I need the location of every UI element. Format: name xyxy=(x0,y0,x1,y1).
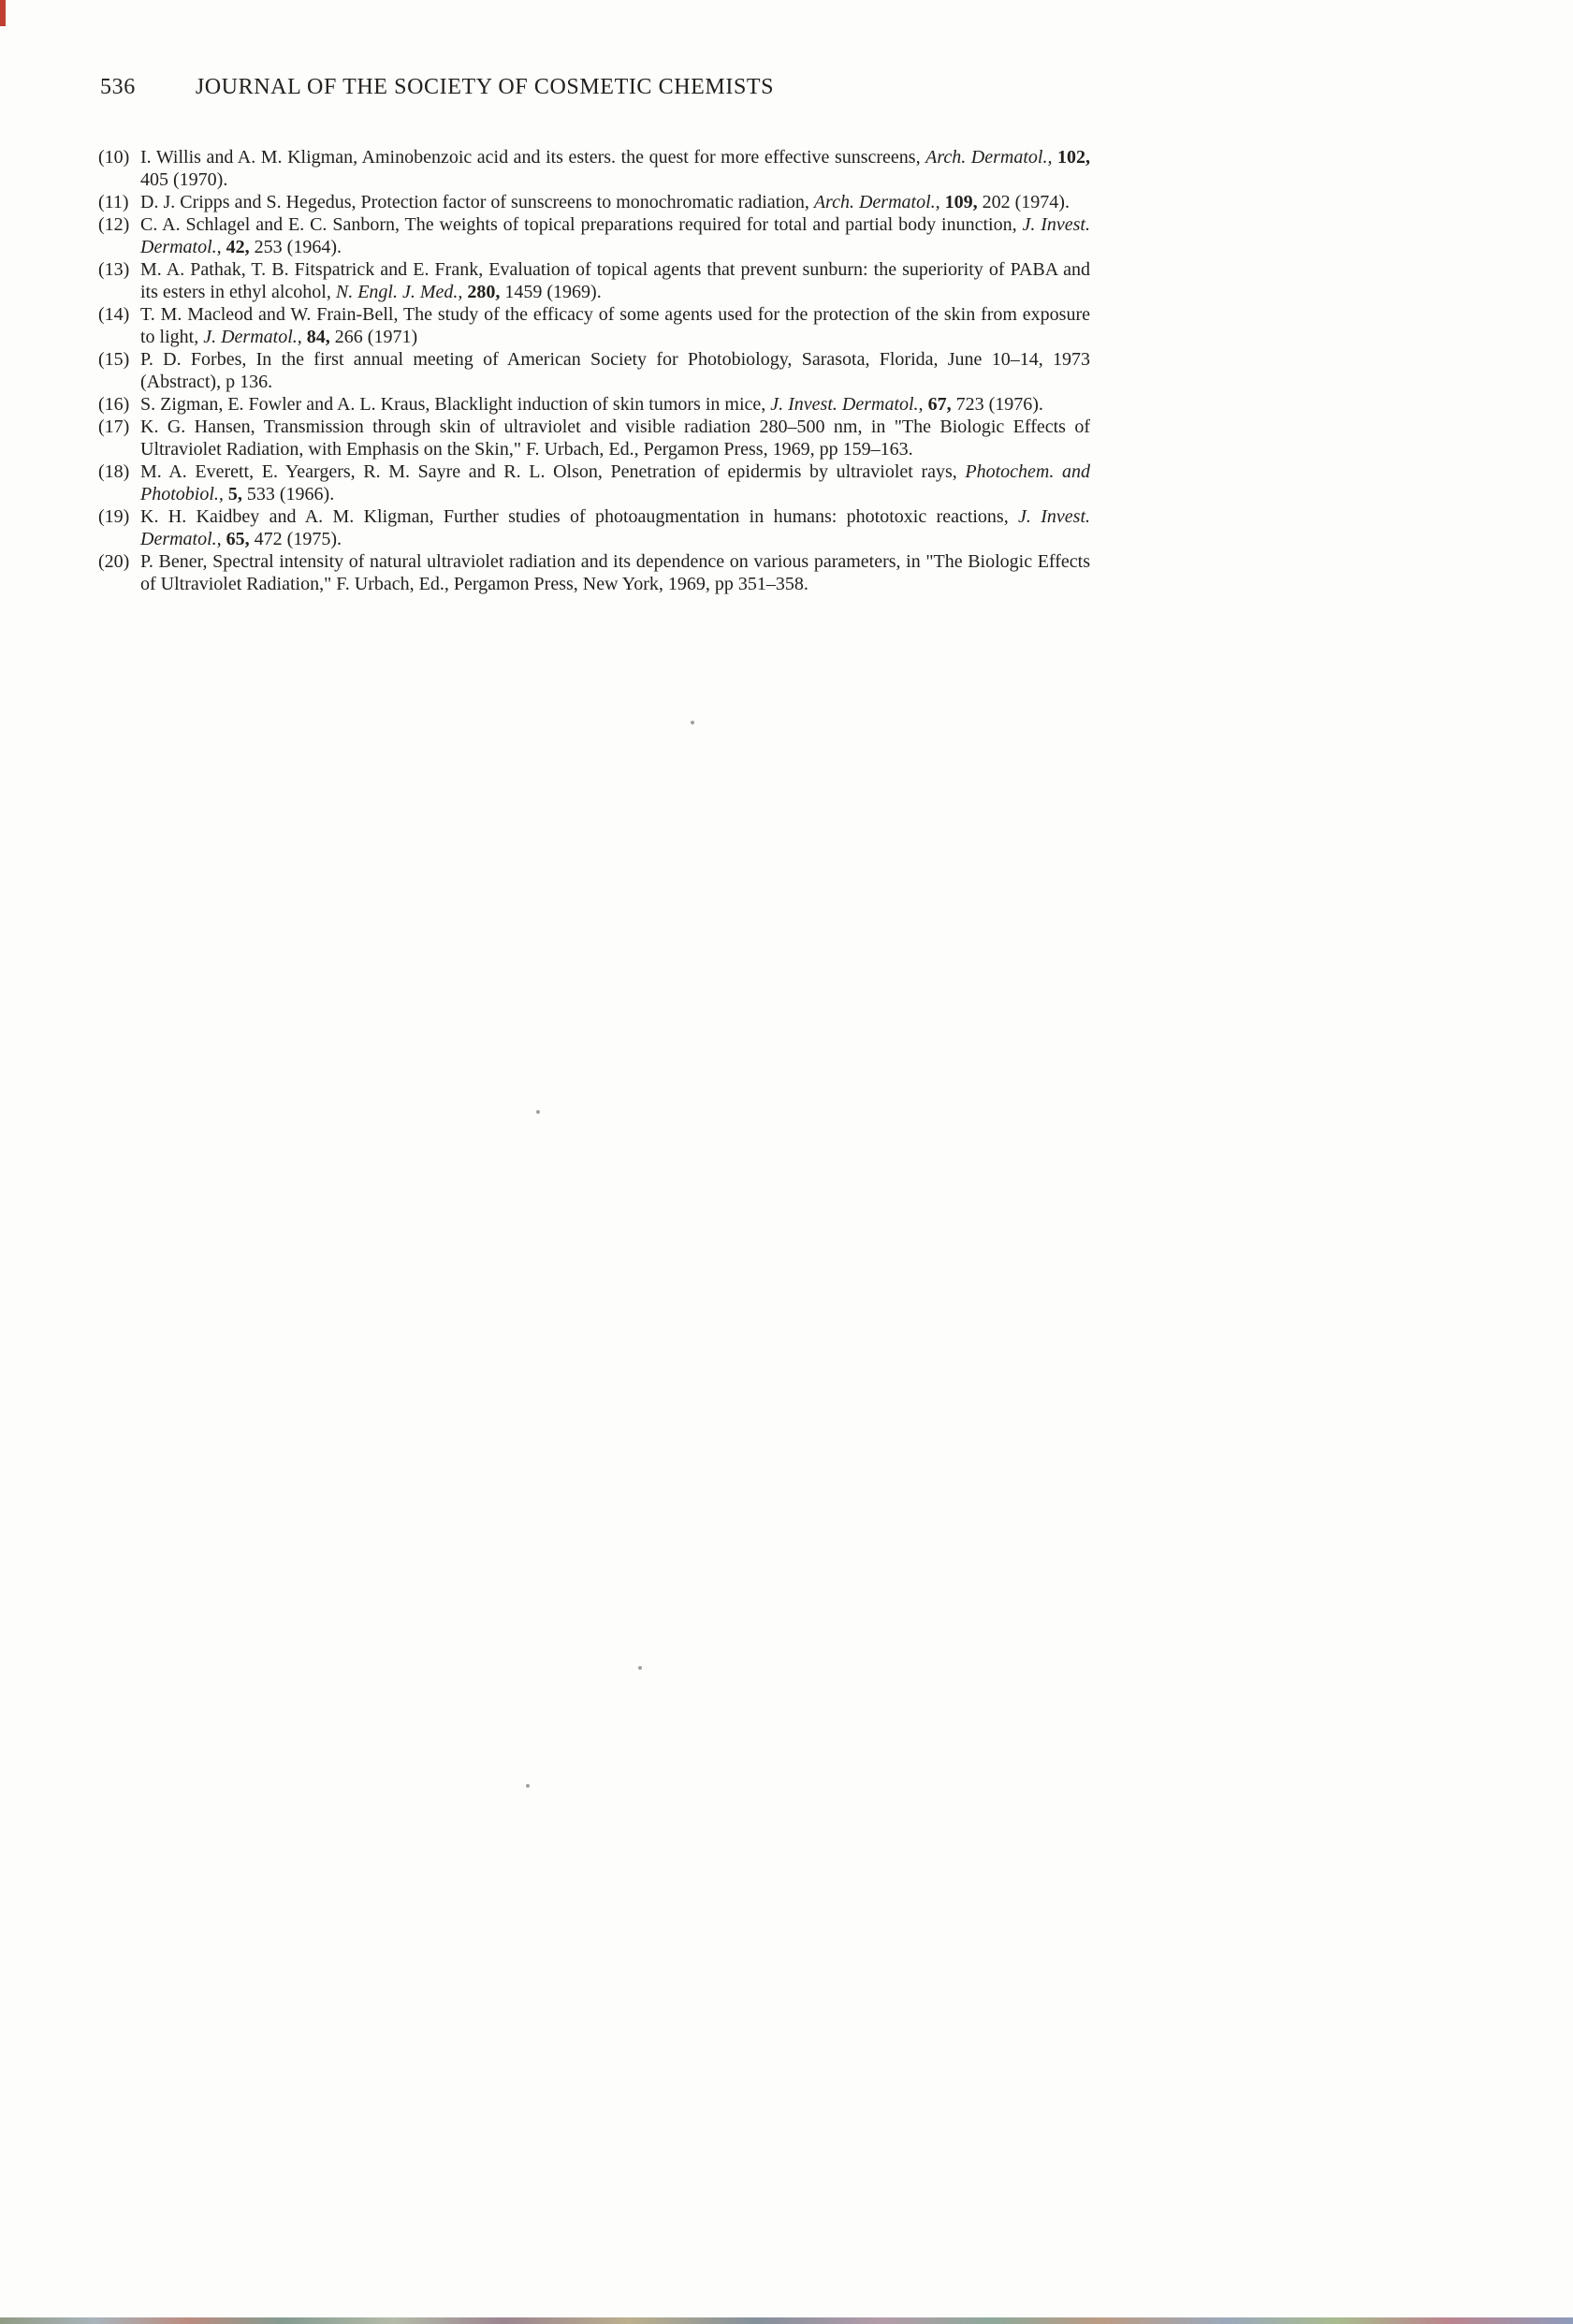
reference-segment: M. A. Everett, E. Yeargers, R. M. Sayre and R. L. Olson, Penetration of epidermis by ultraviolet rays, xyxy=(140,461,966,482)
reference-label: (10) xyxy=(98,147,130,168)
reference-segment: 42, xyxy=(226,237,250,257)
reference-segment: J. Dermatol., xyxy=(203,327,302,347)
reference-segment: Arch. Dermatol., xyxy=(813,192,940,212)
reference-label: (19) xyxy=(98,506,130,527)
reference-label: (13) xyxy=(98,259,130,280)
reference-segment: C. A. Schlagel and E. C. Sanborn, The weights of topical preparations required for total and partial body inunction, xyxy=(140,214,1023,235)
reference-segment: 266 (1971) xyxy=(329,327,418,347)
reference-segment: K. G. Hansen, Transmission through skin of ultraviolet and visible radiation 280–500 nm, in "The Biologic Effects of Ultraviolet Radiation, with Emphasis on the Skin," F. Urbach, Ed., Pergamon Press, 1969, pp 159–163. xyxy=(140,417,1090,460)
reference-label: (20) xyxy=(98,551,130,572)
reference-text xyxy=(140,551,1090,594)
reference-segment: J. Invest. Dermatol., xyxy=(140,214,1090,257)
reference-text xyxy=(140,394,1043,415)
reference-item xyxy=(98,213,1090,258)
reference-segment: 5, xyxy=(227,484,242,504)
reference-segment: T. M. Macleod and W. Frain-Bell, The study of the efficacy of some agents used for the protection of the skin from exposure to light, xyxy=(140,304,1090,347)
reference-item xyxy=(98,303,1090,348)
reference-segment: 723 (1976). xyxy=(951,394,1043,415)
reference-segment: 533 (1966). xyxy=(241,484,335,504)
reference-item xyxy=(98,550,1090,595)
scan-speck xyxy=(638,1666,642,1670)
reference-text xyxy=(140,349,1090,392)
references-list xyxy=(98,146,1090,595)
reference-text xyxy=(140,259,1090,302)
reference-label: (11) xyxy=(98,192,129,212)
reference-segment: I. Willis and A. M. Kligman, Aminobenzoic acid and its esters. the quest for more effective sunscreens, xyxy=(140,147,926,168)
reference-item xyxy=(98,505,1090,550)
reference-label: (16) xyxy=(98,394,130,415)
page-header xyxy=(100,75,1517,100)
reference-text xyxy=(140,417,1090,460)
reference-text xyxy=(140,506,1090,549)
scan-speck xyxy=(526,1784,530,1788)
reference-label: (17) xyxy=(98,417,130,437)
reference-segment: 253 (1964). xyxy=(249,237,342,257)
reference-text xyxy=(140,147,1090,190)
reference-segment: 84, xyxy=(306,327,330,347)
reference-segment: P. Bener, Spectral intensity of natural ultraviolet radiation and its dependence on various parameters, in "The Biologic Effects of Ultraviolet Radiation," F. Urbach, Ed., Pergamon Press, New York, 1969, pp 351–358. xyxy=(140,551,1090,594)
reference-label: (15) xyxy=(98,349,130,370)
journal-title: JOURNAL OF THE SOCIETY OF COSMETIC CHEMISTS xyxy=(195,75,775,99)
reference-segment: 472 (1975). xyxy=(249,529,342,549)
scan-speck xyxy=(536,1110,540,1114)
reference-segment: 102, xyxy=(1057,147,1091,168)
reference-label: (14) xyxy=(98,304,130,325)
reference-item xyxy=(98,146,1090,191)
scan-edge-noise xyxy=(0,2317,1573,2324)
reference-segment: 202 (1974). xyxy=(977,192,1070,212)
reference-segment: K. H. Kaidbey and A. M. Kligman, Further studies of photoaugmentation in humans: phototoxic reactions, xyxy=(140,506,1019,527)
reference-label: (18) xyxy=(98,461,130,482)
reference-item xyxy=(98,460,1090,505)
reference-segment: 65, xyxy=(226,529,250,549)
reference-segment: 405 (1970). xyxy=(140,169,228,190)
reference-item xyxy=(98,258,1090,303)
scan-corner-mark xyxy=(0,0,6,26)
reference-item xyxy=(98,191,1090,213)
reference-segment: J. Invest. Dermatol., xyxy=(140,506,1090,549)
reference-segment: S. Zigman, E. Fowler and A. L. Kraus, Blacklight induction of skin tumors in mice, xyxy=(140,394,771,415)
reference-segment: J. Invest. Dermatol., xyxy=(770,394,924,415)
reference-segment: N. Engl. J. Med., xyxy=(335,282,463,302)
reference-segment: D. J. Cripps and S. Hegedus, Protection factor of sunscreens to monochromatic radiation, xyxy=(140,192,814,212)
reference-segment: 1459 (1969). xyxy=(500,282,602,302)
reference-segment: 280, xyxy=(467,282,501,302)
reference-segment: Photochem. and Photobiol., xyxy=(140,461,1090,504)
reference-text xyxy=(140,304,1090,347)
reference-text xyxy=(140,214,1090,257)
page-number: 536 xyxy=(100,75,136,99)
reference-label: (12) xyxy=(98,214,130,235)
reference-item xyxy=(98,416,1090,460)
reference-item xyxy=(98,348,1090,393)
reference-segment: Arch. Dermatol., xyxy=(925,147,1053,168)
reference-segment: 109, xyxy=(944,192,978,212)
reference-text xyxy=(140,461,1090,504)
reference-text xyxy=(140,192,1070,212)
reference-segment: P. D. Forbes, In the first annual meeting of American Society for Photobiology, Sarasota, Florida, June 10–14, 1973 (Abstract), p 136. xyxy=(140,349,1090,392)
reference-segment: M. A. Pathak, T. B. Fitspatrick and E. Frank, Evaluation of topical agents that prevent sunburn: the superiority of PABA and its esters in ethyl alcohol, xyxy=(140,259,1090,302)
scan-speck xyxy=(691,721,694,724)
reference-item xyxy=(98,393,1090,416)
reference-segment: 67, xyxy=(927,394,952,415)
